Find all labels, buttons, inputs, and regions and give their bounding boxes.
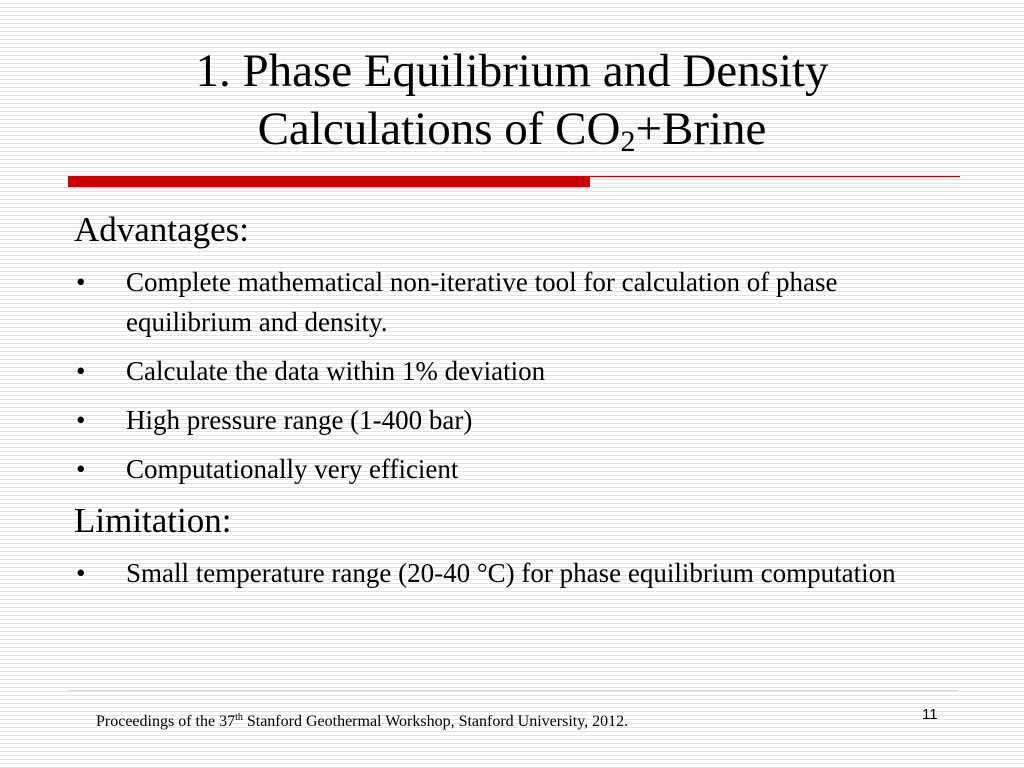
footer-citation	[96, 712, 628, 732]
list-item	[74, 262, 964, 342]
bullet-icon: •	[76, 454, 86, 484]
bullet-icon: •	[76, 558, 86, 588]
title-subscript: 2	[620, 125, 636, 158]
advantages-heading: Advantages:	[74, 210, 249, 249]
footer-text: Proceedings of the 37	[96, 713, 236, 730]
bullet-icon: •	[76, 356, 86, 386]
list-item-text: Complete mathematical non-iterative tool for calculation of phase equilibrium and density.	[126, 267, 838, 337]
page-number: 11	[922, 706, 938, 723]
title-underline-thin	[590, 176, 960, 177]
title-line-1: 1. Phase Equilibrium and Density	[195, 45, 829, 97]
list-item-text: Calculate the data within 1% deviation	[126, 356, 546, 386]
bullet-icon: •	[76, 267, 86, 297]
footer-superscript: th	[235, 712, 243, 723]
list-item	[74, 400, 964, 440]
list-item	[74, 351, 964, 391]
list-item	[74, 449, 964, 489]
limitation-list	[74, 553, 964, 593]
slide-body	[74, 208, 964, 602]
advantages-list	[74, 262, 964, 489]
slide-title	[40, 42, 984, 158]
title-line-2	[40, 100, 984, 158]
title-line-2-text: Calculations of CO	[257, 103, 621, 155]
title-underline-thick	[68, 176, 590, 187]
footer-text-rest: Stanford Geothermal Workshop, Stanford University, 2012.	[242, 713, 629, 730]
title-line-2-suffix: +Brine	[635, 103, 767, 155]
list-item-text: High pressure range (1-400 bar)	[126, 405, 473, 435]
footer-divider	[68, 690, 958, 691]
bullet-icon: •	[76, 405, 86, 435]
limitation-heading: Limitation:	[74, 501, 232, 540]
list-item-text: Small temperature range (20-40 °C) for phase equilibrium computation	[126, 558, 896, 588]
list-item-text: Computationally very efficient	[126, 454, 459, 484]
list-item	[74, 553, 964, 593]
